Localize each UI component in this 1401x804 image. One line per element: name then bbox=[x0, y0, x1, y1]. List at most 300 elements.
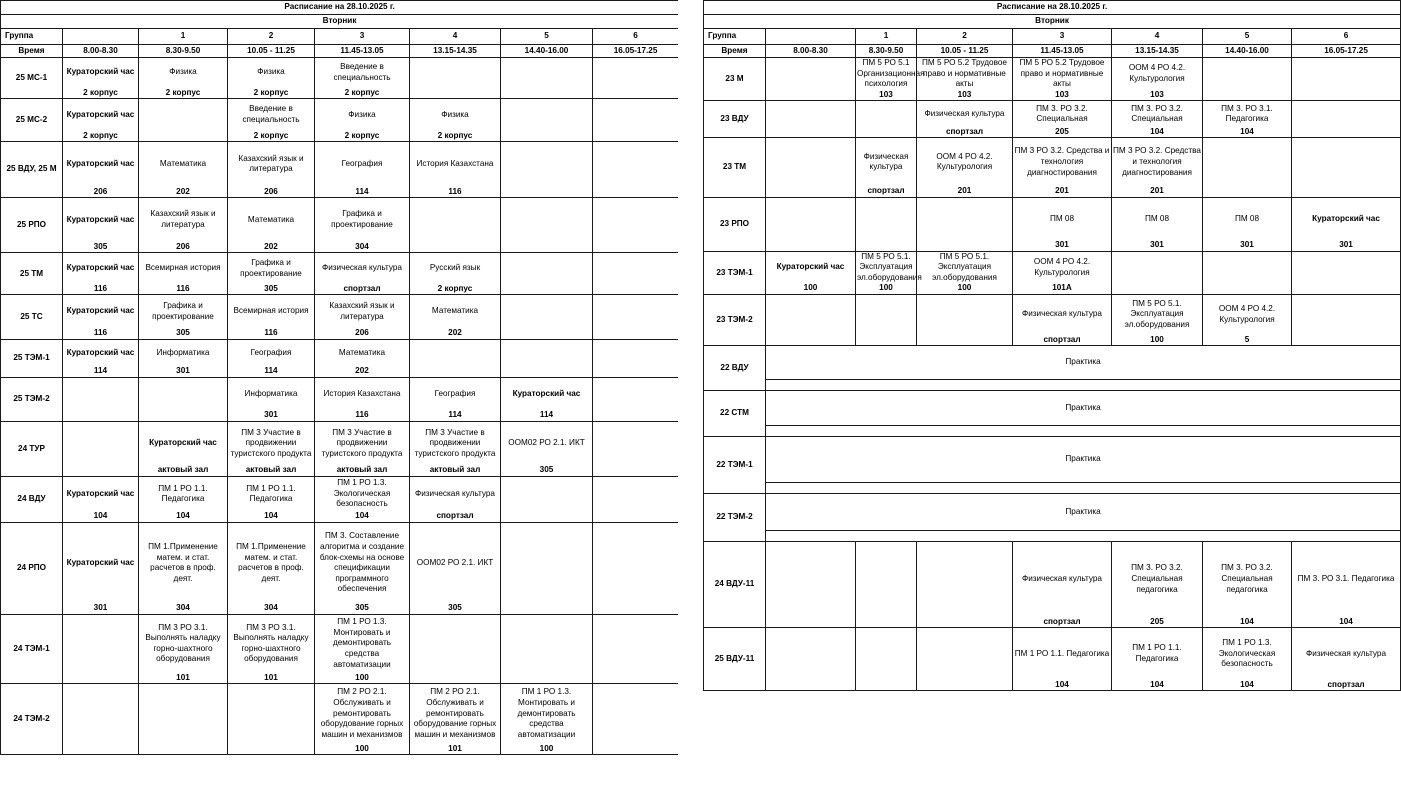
room-cell: актовый зал bbox=[228, 465, 315, 476]
lesson-cell: ПМ 3 РО 3.2. Средства и технология диагностирования bbox=[1112, 138, 1203, 186]
room-row bbox=[1, 242, 679, 253]
room-row bbox=[1, 511, 679, 522]
title-row bbox=[704, 1, 1401, 15]
room-cell bbox=[501, 673, 593, 684]
practice-cell: Практика bbox=[766, 494, 1401, 531]
room-cell bbox=[1292, 127, 1401, 138]
group-name: 22 ТЭМ-2 bbox=[704, 494, 766, 542]
room-cell: 100 bbox=[315, 744, 410, 755]
room-cell bbox=[917, 240, 1013, 251]
lesson-cell: ПМ 5 РО 5.1 Организационная психология bbox=[857, 58, 925, 89]
room-cell bbox=[63, 673, 139, 684]
room-cell bbox=[593, 328, 679, 339]
time-row bbox=[704, 45, 1401, 58]
lesson-cell bbox=[593, 476, 679, 511]
room-cell: 116 bbox=[63, 284, 139, 295]
lesson-cell bbox=[593, 58, 679, 88]
room-row bbox=[704, 531, 1401, 542]
room-cell: 2 корпус bbox=[63, 131, 139, 142]
room-cell: 100 bbox=[315, 673, 410, 684]
room-cell bbox=[228, 744, 315, 755]
group-row bbox=[704, 251, 1401, 283]
lesson-cell: ПМ 1 РО 1.3. Монтировать и демонтировать средства автоматизации bbox=[315, 615, 410, 673]
room-cell bbox=[593, 744, 679, 755]
lesson-cell: ПМ 3. РО 3.2. Специальная bbox=[1112, 101, 1203, 127]
lesson-cell bbox=[501, 99, 593, 131]
room-cell bbox=[593, 242, 679, 253]
lesson-number: 4 bbox=[410, 29, 501, 45]
room-cell: 301 bbox=[139, 366, 228, 377]
lesson-cell: Физика bbox=[410, 99, 501, 131]
lesson-cell bbox=[917, 197, 1013, 240]
time-slot: 11.45-13.05 bbox=[1013, 45, 1112, 58]
time-slot: 10.05 - 11.25 bbox=[228, 45, 315, 58]
room-cell bbox=[856, 680, 917, 691]
lesson-cell: Физика bbox=[315, 99, 410, 131]
lesson-cell: ПМ 2 РО 2.1. Обслуживать и ремонтировать оборудование горных машин и механизмов bbox=[315, 684, 410, 744]
time-column-header: Время bbox=[704, 45, 766, 58]
lesson-cell bbox=[593, 99, 679, 131]
room-cell: 100 bbox=[766, 283, 856, 294]
lesson-cell bbox=[410, 198, 501, 242]
lesson-cell: География bbox=[410, 377, 501, 410]
group-column-header: Группа bbox=[1, 29, 63, 45]
lesson-cell: ПМ 3 Участие в продвижении туристского продукта bbox=[410, 421, 501, 465]
lesson-cell: ПМ 3 Участие в продвижении туристского продукта bbox=[315, 421, 410, 465]
group-row bbox=[1, 476, 679, 511]
room-cell bbox=[1203, 283, 1292, 294]
room-cell bbox=[1112, 283, 1203, 294]
room-cell: 114 bbox=[315, 187, 410, 198]
room-cell: спортзал bbox=[1013, 335, 1112, 346]
room-cell bbox=[593, 284, 679, 295]
time-slot: 11.45-13.05 bbox=[315, 45, 410, 58]
lesson-cell: Всемирная история bbox=[139, 253, 228, 284]
room-row bbox=[704, 127, 1401, 138]
room-cell: 301 bbox=[228, 410, 315, 421]
lesson-number: 3 bbox=[315, 29, 410, 45]
lesson-number-row bbox=[1, 29, 679, 45]
room-row bbox=[1, 673, 679, 684]
room-cell bbox=[593, 187, 679, 198]
lesson-cell bbox=[1203, 58, 1292, 90]
room-cell: 100 bbox=[501, 744, 593, 755]
group-row bbox=[704, 197, 1401, 240]
lesson-cell: Казахский язык и литература bbox=[139, 198, 228, 242]
lesson-cell bbox=[1292, 251, 1401, 283]
lesson-cell: Кураторский час bbox=[63, 58, 139, 88]
room-cell: 101 bbox=[228, 673, 315, 684]
group-row bbox=[1, 99, 679, 131]
group-row bbox=[704, 101, 1401, 127]
room-cell bbox=[63, 744, 139, 755]
room-cell bbox=[766, 483, 1401, 494]
room-row bbox=[1, 465, 679, 476]
room-cell bbox=[593, 366, 679, 377]
room-cell: 101А bbox=[1013, 283, 1112, 294]
room-cell: 116 bbox=[139, 284, 228, 295]
room-cell: 305 bbox=[63, 242, 139, 253]
lesson-cell: ПМ 1.Применение матем. и стат. расчетов в проф. деят. bbox=[228, 522, 315, 603]
group-name: 22 ВДУ bbox=[704, 346, 766, 391]
lesson-cell bbox=[1292, 295, 1401, 335]
lesson-cell bbox=[593, 142, 679, 187]
lesson-number: 2 bbox=[228, 29, 315, 45]
lesson-cell: Кураторский час bbox=[63, 339, 139, 366]
lesson-cell bbox=[593, 522, 679, 603]
room-cell bbox=[766, 90, 856, 101]
room-cell: 2 корпус bbox=[410, 131, 501, 142]
room-row bbox=[704, 283, 1401, 294]
group-name: 25 МС-1 bbox=[1, 58, 63, 99]
lesson-cell bbox=[593, 615, 679, 673]
room-cell bbox=[501, 131, 593, 142]
room-cell: 104 bbox=[139, 511, 228, 522]
lesson-cell bbox=[63, 377, 139, 410]
group-row bbox=[704, 295, 1401, 335]
room-cell bbox=[501, 284, 593, 295]
lesson-cell: ПМ 1.Применение матем. и стат. расчетов в проф. деят. bbox=[139, 522, 228, 603]
right-schedule-table bbox=[703, 0, 1401, 691]
room-cell: 104 bbox=[1292, 617, 1401, 628]
room-cell bbox=[1292, 186, 1401, 197]
room-cell bbox=[766, 680, 856, 691]
room-cell: 202 bbox=[410, 328, 501, 339]
lesson-number: 5 bbox=[501, 29, 593, 45]
lesson-cell bbox=[593, 253, 679, 284]
lesson-cell: Кураторский час bbox=[1292, 197, 1401, 240]
group-name: 24 ВДУ-11 bbox=[704, 542, 766, 628]
lesson-cell bbox=[139, 99, 228, 131]
room-cell: 206 bbox=[228, 187, 315, 198]
room-cell: актовый зал bbox=[410, 465, 501, 476]
group-row bbox=[1, 522, 679, 603]
group-row bbox=[704, 628, 1401, 680]
lesson-cell bbox=[1292, 58, 1401, 90]
group-name: 23 ТЭМ-1 bbox=[704, 251, 766, 294]
lesson-cell bbox=[1292, 138, 1401, 186]
lesson-cell bbox=[410, 339, 501, 366]
room-cell: 2 корпус bbox=[139, 88, 228, 99]
time-row bbox=[1, 45, 679, 58]
group-row bbox=[704, 346, 1401, 380]
group-name: 23 ТМ bbox=[704, 138, 766, 197]
day-name: Вторник bbox=[704, 15, 1401, 29]
room-row bbox=[704, 426, 1401, 437]
time-slot: 13.15-14.35 bbox=[410, 45, 501, 58]
room-row bbox=[1, 366, 679, 377]
room-row bbox=[1, 603, 679, 614]
lesson-cell: Физика bbox=[228, 58, 315, 88]
lesson-cell: Математика bbox=[315, 339, 410, 366]
group-row bbox=[1, 339, 679, 366]
lesson-cell bbox=[766, 542, 856, 617]
lesson-cell bbox=[63, 615, 139, 673]
lesson-cell: ПМ 5 РО 5.1. Эксплуатация эл.оборудования bbox=[1112, 295, 1203, 335]
room-row bbox=[704, 483, 1401, 494]
room-cell bbox=[501, 187, 593, 198]
room-cell: 104 bbox=[1203, 680, 1292, 691]
room-cell bbox=[766, 380, 1401, 391]
lesson-cell bbox=[139, 377, 228, 410]
room-cell bbox=[1292, 90, 1401, 101]
group-name: 25 МС-2 bbox=[1, 99, 63, 142]
lesson-cell: Кураторский час bbox=[63, 295, 139, 328]
lesson-cell: Информатика bbox=[228, 377, 315, 410]
lesson-cell bbox=[917, 542, 1013, 617]
room-cell bbox=[593, 603, 679, 614]
lesson-cell: Введение в специальность bbox=[315, 58, 410, 88]
group-name: 25 ВДУ-11 bbox=[704, 628, 766, 691]
lesson-cell bbox=[917, 295, 1013, 335]
room-cell: 101 bbox=[139, 673, 228, 684]
room-cell: 104 bbox=[315, 511, 410, 522]
room-row bbox=[704, 240, 1401, 251]
lesson-cell: Математика bbox=[228, 198, 315, 242]
group-name: 25 ВДУ, 25 М bbox=[1, 142, 63, 198]
lesson-cell: ПМ 5 РО 5.2 Трудовое право и нормативные акты bbox=[917, 58, 1013, 90]
room-cell: 202 bbox=[228, 242, 315, 253]
time-column-header: Время bbox=[1, 45, 63, 58]
group-row bbox=[704, 138, 1401, 186]
lesson-cell: Информатика bbox=[139, 339, 228, 366]
room-cell bbox=[63, 410, 139, 421]
lesson-cell: Физика bbox=[139, 58, 228, 88]
room-cell bbox=[410, 88, 501, 99]
lesson-cell: ПМ 2 РО 2.1. Обслуживать и ремонтировать оборудование горных машин и механизмов bbox=[410, 684, 501, 744]
room-cell bbox=[856, 617, 917, 628]
room-cell: 116 bbox=[228, 328, 315, 339]
room-cell: 100 bbox=[1112, 335, 1203, 346]
group-row bbox=[1, 295, 679, 328]
room-cell: 305 bbox=[139, 328, 228, 339]
room-cell: 304 bbox=[139, 603, 228, 614]
room-cell: 101 bbox=[410, 744, 501, 755]
lesson-number-empty bbox=[63, 29, 139, 45]
room-cell: 301 bbox=[1292, 240, 1401, 251]
room-cell bbox=[410, 366, 501, 377]
room-cell: 301 bbox=[63, 603, 139, 614]
lesson-cell: ПМ 3 РО 3.2. Средства и технология диагностирования bbox=[1013, 138, 1112, 186]
room-row bbox=[704, 90, 1401, 101]
day-name: Вторник bbox=[1, 15, 679, 29]
room-cell: спортзал bbox=[1292, 680, 1401, 691]
lesson-cell: ПМ 08 bbox=[1112, 197, 1203, 240]
lesson-cell bbox=[1292, 101, 1401, 127]
room-cell: 205 bbox=[1112, 617, 1203, 628]
room-cell bbox=[766, 617, 856, 628]
lesson-cell: Физическая культура bbox=[1013, 542, 1112, 617]
room-cell bbox=[410, 242, 501, 253]
lesson-cell bbox=[410, 615, 501, 673]
room-cell: 103 bbox=[1112, 90, 1203, 101]
room-cell: 201 bbox=[1112, 186, 1203, 197]
group-name: 23 ВДУ bbox=[704, 101, 766, 138]
lesson-number-empty bbox=[766, 29, 856, 45]
practice-cell: Практика bbox=[766, 437, 1401, 483]
room-cell: 103 bbox=[917, 90, 1013, 101]
lesson-cell bbox=[593, 421, 679, 465]
lesson-cell: ООМ02 РО 2.1. ИКТ bbox=[410, 522, 501, 603]
lesson-cell bbox=[410, 58, 501, 88]
room-cell: 100 bbox=[856, 283, 917, 294]
lesson-cell: ООМ02 РО 2.1. ИКТ bbox=[501, 421, 593, 465]
lesson-cell bbox=[1203, 138, 1292, 186]
room-cell: 305 bbox=[315, 603, 410, 614]
lesson-number: 6 bbox=[1292, 29, 1401, 45]
room-cell: 305 bbox=[228, 284, 315, 295]
room-cell bbox=[593, 511, 679, 522]
group-name: 24 ВДУ bbox=[1, 476, 63, 522]
panel-gap bbox=[678, 0, 703, 804]
room-cell: актовый зал bbox=[315, 465, 410, 476]
room-row bbox=[1, 328, 679, 339]
group-name: 24 ТУР bbox=[1, 421, 63, 476]
lesson-cell bbox=[501, 295, 593, 328]
lesson-cell: Графика и проектирование bbox=[139, 295, 228, 328]
lesson-number: 4 bbox=[1112, 29, 1203, 45]
room-cell: 104 bbox=[1203, 127, 1292, 138]
group-name: 23 М bbox=[704, 58, 766, 101]
lesson-cell bbox=[1112, 251, 1203, 283]
group-row bbox=[1, 253, 679, 284]
lesson-cell: ПМ 1 РО 1.3. Экологическая безопасность bbox=[1203, 628, 1292, 680]
lesson-cell: ПМ 3. РО 3.1. Педагогика bbox=[1292, 542, 1401, 617]
room-cell: 2 корпус bbox=[63, 88, 139, 99]
room-cell bbox=[766, 240, 856, 251]
lesson-cell: ПМ 1 РО 1.3. Экологическая безопасность bbox=[315, 476, 410, 511]
time-slot: 8.00-8.30 bbox=[63, 45, 139, 58]
lesson-cell: Всемирная история bbox=[228, 295, 315, 328]
room-cell: 202 bbox=[315, 366, 410, 377]
time-slot: 14.40-16.00 bbox=[1203, 45, 1292, 58]
lesson-cell bbox=[139, 684, 228, 744]
lesson-cell bbox=[766, 58, 856, 90]
lesson-cell: ПМ 1 РО 1.3. Монтировать и демонтировать средства автоматизации bbox=[501, 684, 593, 744]
lesson-cell: Кураторский час bbox=[766, 251, 856, 283]
lesson-cell: Кураторский час bbox=[501, 377, 593, 410]
lesson-cell: Физическая культура bbox=[856, 138, 917, 186]
left-schedule-panel bbox=[0, 0, 678, 755]
group-name: 25 ТЭМ-1 bbox=[1, 339, 63, 377]
room-row bbox=[1, 131, 679, 142]
lesson-cell bbox=[856, 101, 917, 127]
day-row bbox=[1, 15, 679, 29]
group-row bbox=[1, 615, 679, 673]
lesson-cell: История Казахстана bbox=[315, 377, 410, 410]
lesson-cell: ПМ 3 РО 3.1. Выполнять наладку горно-шахтного оборудования bbox=[139, 615, 228, 673]
lesson-cell bbox=[856, 295, 917, 335]
lesson-cell: Кураторский час bbox=[63, 198, 139, 242]
room-cell: 305 bbox=[410, 603, 501, 614]
group-name: 25 ТМ bbox=[1, 253, 63, 295]
room-row bbox=[1, 284, 679, 295]
room-cell: спортзал bbox=[917, 127, 1013, 138]
lesson-cell: ООМ 4 РО 4.2. Культурология bbox=[917, 138, 1013, 186]
room-cell: 114 bbox=[63, 366, 139, 377]
lesson-cell: Физическая культура bbox=[410, 476, 501, 511]
time-slot: 8.30-9.50 bbox=[856, 45, 917, 58]
lesson-cell: Математика bbox=[410, 295, 501, 328]
room-cell: 5 bbox=[1203, 335, 1292, 346]
lesson-cell bbox=[501, 58, 593, 88]
lesson-cell bbox=[63, 421, 139, 465]
room-cell: 104 bbox=[1203, 617, 1292, 628]
room-cell: 116 bbox=[63, 328, 139, 339]
room-cell bbox=[63, 465, 139, 476]
room-cell: актовый зал bbox=[139, 465, 228, 476]
room-cell: 104 bbox=[228, 511, 315, 522]
lesson-cell bbox=[593, 377, 679, 410]
room-cell: 304 bbox=[315, 242, 410, 253]
group-row bbox=[704, 58, 1401, 90]
lesson-cell: Кураторский час bbox=[63, 142, 139, 187]
lesson-cell: ПМ 5 РО 5.1. Эксплуатация эл.оборудования bbox=[857, 251, 922, 282]
practice-cell: Практика bbox=[766, 391, 1401, 426]
time-slot: 10.05 - 11.25 bbox=[917, 45, 1013, 58]
lesson-cell bbox=[501, 253, 593, 284]
group-row bbox=[704, 542, 1401, 617]
lesson-cell: Введение в специальность bbox=[228, 99, 315, 131]
room-cell: 2 корпус bbox=[410, 284, 501, 295]
lesson-cell: Физическая культура bbox=[917, 101, 1013, 127]
group-row bbox=[704, 391, 1401, 426]
room-cell: 114 bbox=[228, 366, 315, 377]
lesson-cell bbox=[856, 542, 917, 617]
room-cell bbox=[917, 335, 1013, 346]
lesson-cell bbox=[593, 198, 679, 242]
group-row bbox=[1, 684, 679, 744]
group-row bbox=[1, 421, 679, 465]
lesson-cell: ПМ 1 РО 1.1. Педагогика bbox=[1013, 628, 1112, 680]
group-name: 25 ТС bbox=[1, 295, 63, 339]
schedule-title: Расписание на 28.10.2025 г. bbox=[1, 1, 679, 15]
lesson-cell bbox=[766, 197, 856, 240]
room-cell: спортзал bbox=[410, 511, 501, 522]
room-cell bbox=[593, 673, 679, 684]
lesson-cell: Кураторский час bbox=[63, 476, 139, 511]
lesson-number: 1 bbox=[139, 29, 228, 45]
room-cell bbox=[1292, 335, 1401, 346]
room-cell: 305 bbox=[501, 465, 593, 476]
group-name: 25 ТЭМ-2 bbox=[1, 377, 63, 421]
room-cell bbox=[766, 335, 856, 346]
lesson-cell: Физическая культура bbox=[315, 253, 410, 284]
room-cell: 116 bbox=[410, 187, 501, 198]
lesson-cell: ПМ 3. РО 3.2. Специальная bbox=[1013, 101, 1112, 127]
room-cell bbox=[1203, 90, 1292, 101]
lesson-cell bbox=[501, 198, 593, 242]
lesson-cell bbox=[766, 101, 856, 127]
room-row bbox=[704, 380, 1401, 391]
lesson-cell: ПМ 1 РО 1.1. Педагогика bbox=[1112, 628, 1203, 680]
right-schedule-panel bbox=[703, 0, 1400, 691]
lesson-number: 5 bbox=[1203, 29, 1292, 45]
left-schedule-table bbox=[0, 0, 679, 755]
lesson-cell bbox=[228, 684, 315, 744]
room-cell: 2 корпус bbox=[315, 88, 410, 99]
lesson-cell: ПМ 5 РО 5.2 Трудовое право и нормативные акты bbox=[1013, 58, 1112, 90]
group-row bbox=[1, 58, 679, 88]
room-cell: 201 bbox=[1013, 186, 1112, 197]
group-name: 24 ТЭМ-1 bbox=[1, 615, 63, 684]
lesson-cell: ПМ 3. РО 3.1. Педагогика bbox=[1203, 101, 1292, 127]
room-cell: 104 bbox=[1013, 680, 1112, 691]
group-row bbox=[1, 377, 679, 410]
lesson-cell: Казахский язык и литература bbox=[315, 295, 410, 328]
room-cell bbox=[139, 744, 228, 755]
room-cell: 2 корпус bbox=[315, 131, 410, 142]
